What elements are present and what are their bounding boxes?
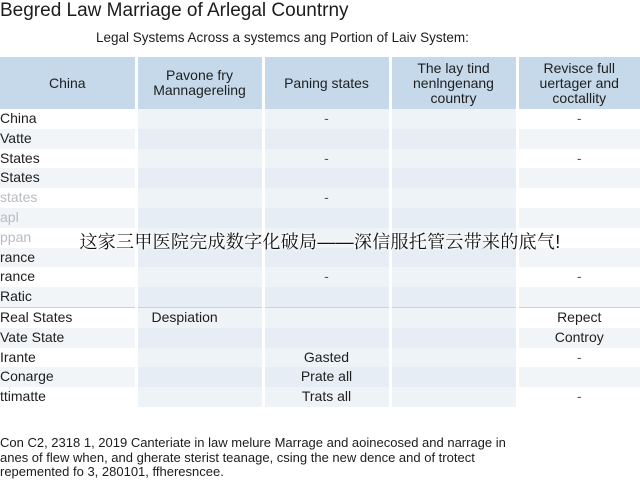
table-header-row xyxy=(0,57,640,109)
table-row xyxy=(0,109,640,129)
table-cell: Despiation xyxy=(136,307,263,327)
table-cell xyxy=(136,109,263,129)
table-cell xyxy=(390,168,517,188)
table-cell xyxy=(263,307,390,327)
row-label: ttimatte xyxy=(0,387,136,407)
footnote-line: repemented fo 3, 280101, ffheresncee. xyxy=(0,464,224,479)
table-cell: Prate all xyxy=(263,367,390,387)
document-title: Begred Law Marriage of Arlegal Countrny xyxy=(0,0,349,21)
table-cell: Gasted xyxy=(263,348,390,368)
table-cell: - xyxy=(263,109,390,129)
table-cell xyxy=(517,168,640,188)
table-row xyxy=(0,348,640,368)
row-label: rance xyxy=(0,267,136,287)
table-row xyxy=(0,328,640,348)
table-cell xyxy=(517,367,640,387)
row-label: Vatte xyxy=(0,129,136,149)
table-row xyxy=(0,287,640,307)
table-cell xyxy=(390,367,517,387)
table-cell xyxy=(390,109,517,129)
table-row xyxy=(0,149,640,169)
table-cell xyxy=(263,208,390,228)
row-label: Conarge xyxy=(0,367,136,387)
table-row xyxy=(0,188,640,208)
row-label: ppan xyxy=(0,228,136,248)
table-cell xyxy=(390,129,517,149)
table-cell xyxy=(390,208,517,228)
table-cell: - xyxy=(263,267,390,287)
table-cell xyxy=(136,168,263,188)
column-header-5: Revisce full uertager and coctallity xyxy=(517,57,640,109)
footnote-line: anes of flew when, and gherate sterist teanage, csing the new dence and of trotect xyxy=(0,449,475,465)
table-cell xyxy=(136,287,263,307)
row-label: states xyxy=(0,188,136,208)
table-cell: - xyxy=(263,188,390,208)
table-cell xyxy=(517,129,640,149)
table-cell xyxy=(390,307,517,327)
table-cell: Controy xyxy=(517,328,640,348)
table-cell: - xyxy=(517,109,640,129)
table-cell: - xyxy=(517,387,640,407)
document-subtitle: Legal Systems Across a systemcs ang Portion of Laiv System: xyxy=(96,30,469,45)
table-cell: - xyxy=(517,348,640,368)
column-header-3: Paning states xyxy=(263,57,390,109)
table-cell xyxy=(390,348,517,368)
table-cell xyxy=(517,287,640,307)
table-cell xyxy=(390,267,517,287)
table-cell xyxy=(390,188,517,208)
table-cell xyxy=(517,188,640,208)
footnote xyxy=(0,436,640,480)
table-cell xyxy=(263,129,390,149)
table-cell xyxy=(136,387,263,407)
table-cell: Repect xyxy=(517,307,640,327)
table-cell xyxy=(390,149,517,169)
table-row xyxy=(0,208,640,228)
column-header-2: Pavone fry Mannagereling xyxy=(136,57,263,109)
row-label: States xyxy=(0,149,136,169)
row-label: apl xyxy=(0,208,136,228)
table-cell xyxy=(390,287,517,307)
table-body xyxy=(0,109,640,407)
row-label: States xyxy=(0,168,136,188)
row-label: rance xyxy=(0,248,136,268)
table-cell xyxy=(263,168,390,188)
row-label: Real States xyxy=(0,307,136,327)
table-cell xyxy=(517,208,640,228)
row-label: Vate State xyxy=(0,328,136,348)
footnote-line: Con C2, 2318 1, 2019 Canteriate in law melure Marrage and aoinecosed and narrage in xyxy=(0,436,506,450)
table-row xyxy=(0,267,640,287)
table-cell xyxy=(136,267,263,287)
table-cell: Trats all xyxy=(263,387,390,407)
table-cell xyxy=(390,328,517,348)
table-cell xyxy=(136,149,263,169)
table-cell: - xyxy=(263,149,390,169)
column-header-4: The lay tind nenlngenang country xyxy=(390,57,517,109)
table-row xyxy=(0,387,640,407)
row-label: China xyxy=(0,109,136,129)
table-row xyxy=(0,367,640,387)
table-cell: - xyxy=(517,267,640,287)
row-label: Ratic xyxy=(0,287,136,307)
table-cell xyxy=(136,348,263,368)
table-row xyxy=(0,307,640,327)
table-cell xyxy=(136,188,263,208)
table-cell: - xyxy=(517,149,640,169)
table-cell xyxy=(136,129,263,149)
table-cell xyxy=(136,208,263,228)
table-cell xyxy=(136,367,263,387)
table-row xyxy=(0,129,640,149)
overlay-caption: 这家三甲医院完成数字化破局——深信服托管云带来的底气! xyxy=(79,232,561,252)
table-row xyxy=(0,168,640,188)
column-header-country: China xyxy=(0,57,136,109)
table-cell xyxy=(136,328,263,348)
table-cell xyxy=(263,328,390,348)
table-cell xyxy=(263,287,390,307)
table-cell xyxy=(390,387,517,407)
row-label: Irante xyxy=(0,348,136,368)
